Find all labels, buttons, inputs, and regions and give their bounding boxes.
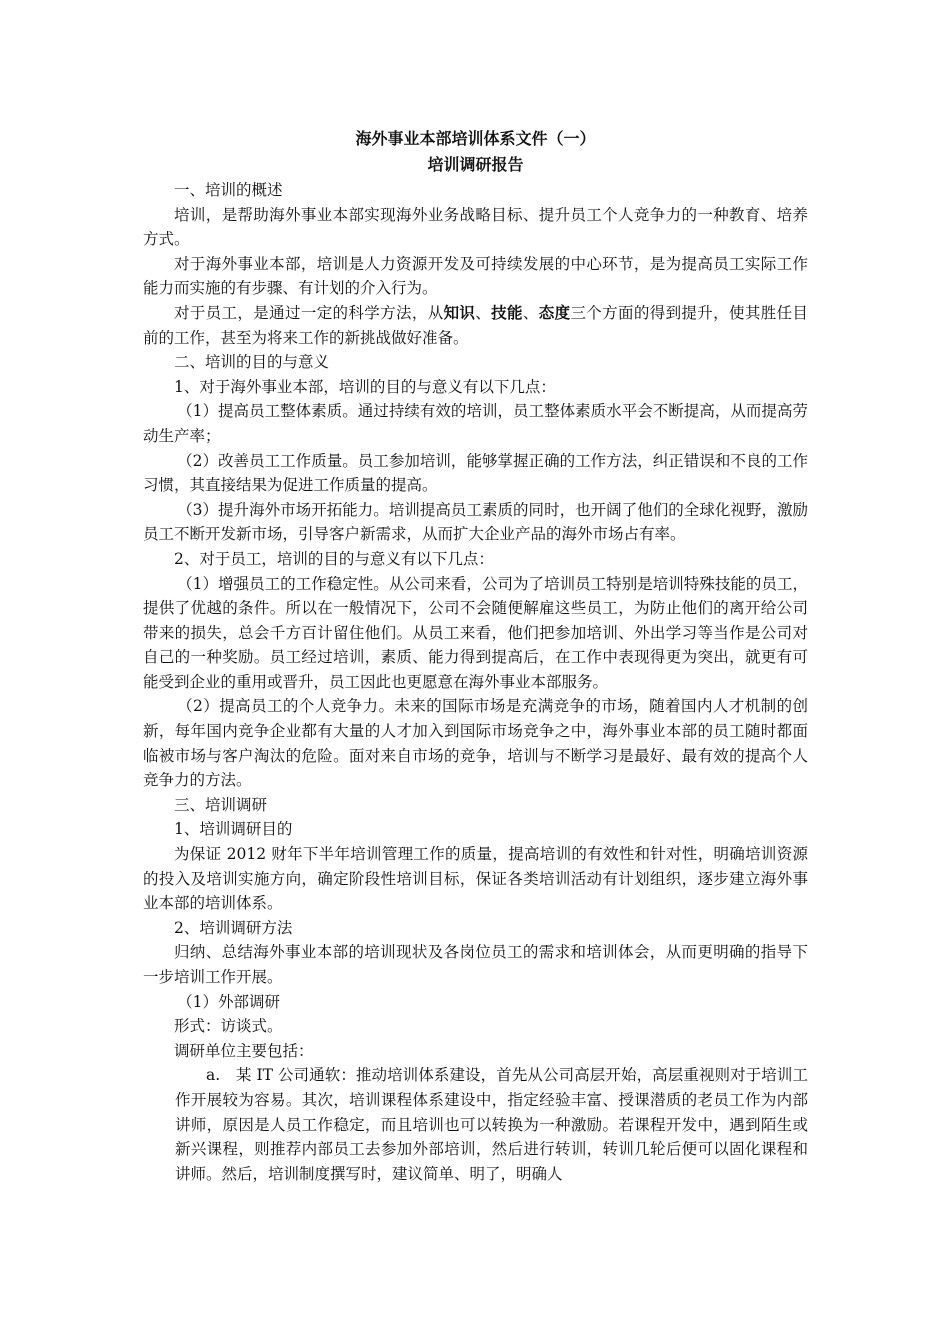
term-knowledge: 知识 (443, 302, 476, 322)
section3-subheading-1: 1、培训调研目的 (174, 820, 293, 839)
section3-subheading-2: 2、培训调研方法 (174, 918, 293, 937)
section1-heading: 一、培训的概述 (174, 181, 283, 199)
research-item-a: a. 某 IT 公司通软：推动培训体系建设，首先从公司高层开始，高层重视则对于培训工作开展较为容易。其次，培训课程体系建设中，指定经验丰富、授课潜质的老员工作为内部讲师，原因是人员工作稳定，而且培训也可以转换为一种激励。若课程开发中，遇到陌生或新兴课程，则推荐内部员工去参加外部培训，然后进行转训，转训几轮后便可以固化课程和讲师。然后，培训制度撰写时，建议简单、明了，明确人 (175, 1066, 808, 1183)
research-units-label: 调研单位主要包括： (174, 1041, 314, 1060)
external-research-heading: （1）外部调研 (177, 992, 280, 1011)
section1-paragraph-2: 对于海外事业本部，培训是人力资源开发及可持续发展的中心环节，是为提高员工实际工作能力而实施的有步骤、有计划的介入行为。 (143, 254, 808, 298)
para3-text-pre: 对于员工，是通过一定的科学方法，从 (174, 303, 444, 322)
section2-item-1-1: （1）提高员工整体素质。通过持续有效的培训，员工整体素质水平会不断提高，从而提高劳动生产率； (143, 402, 808, 445)
section1-paragraph-1: 培训，是帮助海外事业本部实现海外业务战略目标、提升员工个人竞争力的一种教育、培养方式。 (143, 205, 808, 249)
document-subtitle: 培训调研报告 (427, 155, 524, 174)
research-form: 形式：访谈式。 (174, 1017, 283, 1036)
section2-item-2-2: （2）提高员工的个人竞争力。未来的国际市场是充满竞争的市场，随着国内人才机制的创新，每年国内竞争企业都有大量的人才加入到国际市场竞争之中，海外事业本部的员工随时都面临被市场与客户淘汰的危险。面对来自市场的竞争，培训与不断学习是最好、最有效的提高个人竞争力的方法。 (143, 697, 808, 790)
section3-heading: 三、培训调研 (174, 795, 268, 814)
para3-text-post: 三个方面的得到提升，使其胜任目前的工作，甚至为将来工作的新挑战做好准备。 (143, 303, 808, 347)
term-skills: 技能 (491, 302, 523, 322)
section2-item-1-3: （3）提升海外市场开拓能力。培训提高员工素质的同时，也开阔了他们的全球化视野，激励员工不断开发新市场，引导客户新需求，从而扩大企业产品的海外市场占有率。 (143, 500, 808, 544)
section3-paragraph-1: 为保证 2012 财年下半年培训管理工作的质量，提高培训的有效性和针对性，明确培训资源的投入及培训实施方向，确定阶段性培训目标，保证各类培训活动有计划组织，逐步建立海外事业本部的培训体系。 (143, 845, 808, 913)
section2-subheading-1: 1、对于海外事业本部，培训的目的与意义有以下几点： (174, 377, 556, 396)
term-attitude: 态度 (538, 302, 571, 322)
section3-paragraph-2: 归纳、总结海外事业本部的培训现状及各岗位员工的需求和培训体会，从而更明确的指导下一步培训工作开展。 (143, 943, 808, 986)
section2-item-2-1: （1）增强员工的工作稳定性。从公司来看，公司为了培训员工特别是培训特殊技能的员工，提供了优越的条件。所以在一般情况下，公司不会随便解雇这些员工，为防止他们的离开给公司带来的损失，总会千方百计留住他们。从员工来看，他们把参加培训、外出学习等当作是公司对自己的一种奖励。员工经过培训，素质、能力得到提高后，在工作中表现得更为突出，就更有可能受到企业的重用或晋升，员工因此也更愿意在海外事业本部服务。 (143, 574, 808, 691)
section2-item-1-2: （2）改善员工工作质量。员工参加培训，能够掌握正确的工作方法，纠正错误和不良的工作习惯，其直接结果为促进工作质量的提高。 (143, 451, 808, 495)
section2-heading: 二、培训的目的与意义 (174, 353, 330, 372)
para3-separator-2: 、 (522, 303, 539, 322)
section2-subheading-2: 2、对于员工，培训的目的与意义有以下几点： (174, 549, 494, 568)
section1-paragraph-3 (143, 301, 808, 350)
document-title: 海外事业本部培训体系文件（一） (355, 129, 596, 148)
para3-separator-1: 、 (475, 303, 492, 322)
document-body (143, 126, 808, 1186)
